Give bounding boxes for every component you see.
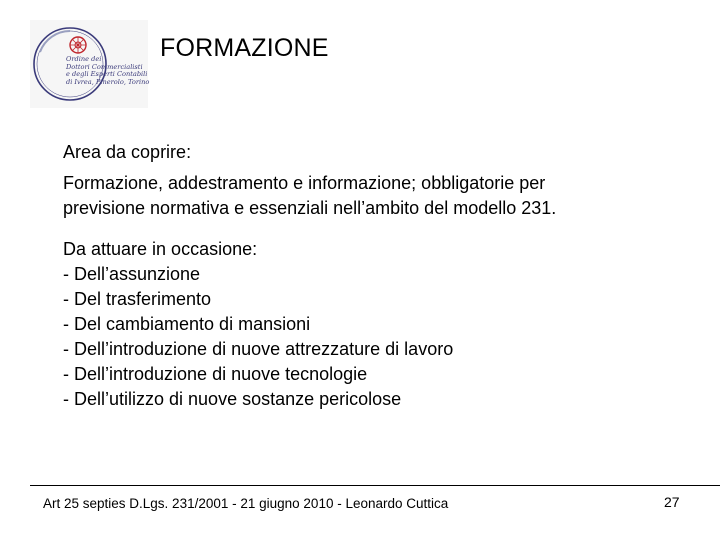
logo [30,20,148,108]
slide-content [63,140,556,412]
area-heading: Area da coprire: [63,142,192,162]
page-number: 27 [664,494,680,510]
area-description-line-2: previsione normativa e essenziali nell’ambito del modello 231. [63,198,557,218]
page-title: FORMAZIONE [160,34,329,62]
occasion-item: - Del cambiamento di mansioni [63,314,311,334]
occasion-item: - Dell’assunzione [63,264,201,284]
occasion-item: - Dell’introduzione di nuove tecnologie [63,364,368,384]
occasion-item: - Del trasferimento [63,289,212,309]
occasions-heading: Da attuare in occasione: [63,239,258,259]
footer-divider [30,485,720,486]
logo-lettering: Ordine dei Dottori Commercialisti e degli Esperti Contabili di Ivrea, Pinerolo, Torino [66,55,150,86]
occasion-item: - Dell’utilizzo di nuove sostanze pericolose [63,389,402,409]
footer-text: Art 25 septies D.Lgs. 231/2001 - 21 giugno 2010 - Leonardo Cuttica [43,496,449,511]
occasion-item: - Dell’introduzione di nuove attrezzature di lavoro [63,339,454,359]
area-description-line-1: Formazione, addestramento e informazione; obbligatorie per [63,173,546,193]
